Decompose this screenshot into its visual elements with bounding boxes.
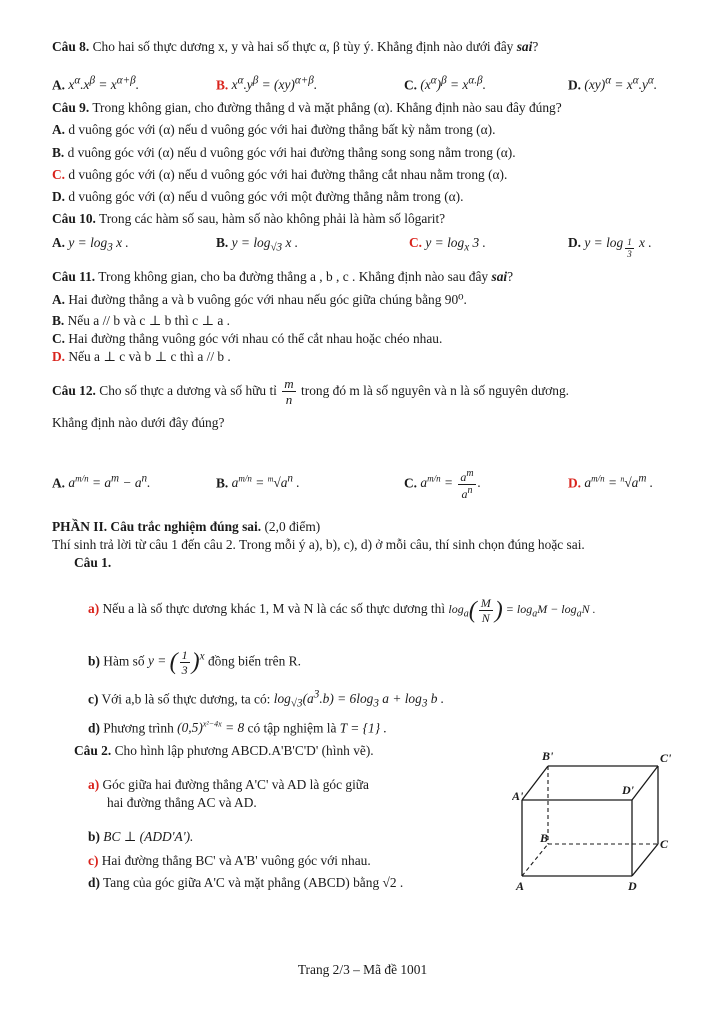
p2q2-b[interactable]: b) BC ⊥ (ADD'A'). (88, 829, 194, 844)
q9-option-d[interactable]: D. d vuông góc với (α) nếu d vuông góc với một đường thẳng nằm trong (α). (52, 189, 464, 204)
p2q2-a[interactable]: a) Góc giữa hai đường thẳng A'C' và AD là góc giữa (88, 777, 369, 792)
cube-label-cp: C' (660, 751, 672, 765)
q10-option-a[interactable]: A. $y = \log_3 x$ . (52, 235, 129, 254)
p2q1-c[interactable]: c) Với a,b là số thực dương, ta có: $\log_{√3}(a^3.b) = 6\log_3$ $a + \log_3 b$ . (88, 689, 445, 711)
q12-option-a[interactable]: A. $a^{m/n} = a^m - a^n$. (52, 473, 151, 491)
q11-option-b[interactable]: B. Nếu a // b và c ⊥ b thì c ⊥ a . (52, 313, 231, 328)
cube-figure (512, 748, 682, 896)
q11-option-a[interactable]: A. Hai đường thẳng a và b vuông góc với nhau nếu góc giữa chúng bằng 90⁰. (52, 292, 467, 307)
q8-label: Câu 8. (52, 39, 90, 54)
page-footer: Trang 2/3 – Mã đề 1001 (297, 962, 428, 977)
p2q2-a-cont: hai đường thẳng AC và AD. (107, 795, 257, 810)
p2q1-d[interactable]: d) Phương trình $(0,5)^{x^2-4x} = 8$ có tập nghiệm là T = {1} . (88, 720, 387, 736)
q10-option-d[interactable]: D. y = log $_{\frac{1}{3}}$ x . (568, 235, 652, 259)
q12-line2: Khẳng định nào dưới đây đúng? (52, 415, 225, 430)
q10-option-c[interactable]: C. $y = \log_x 3$ . (409, 235, 486, 254)
part2-heading: PHẦN II. Câu trắc nghiệm đúng sai. (2,0 điểm) (52, 519, 321, 534)
q8-stem: Câu 8. Cho hai số thực dương x, y và hai số thực α, β tùy ý. Khẳng định nào dưới đây sai? (52, 39, 539, 54)
p2q1-b[interactable]: b) Hàm số y = ( $\frac{1}{3}$ )$^x$ đồng biến trên R. (88, 647, 301, 677)
q11-option-c[interactable]: C. Hai đường thẳng vuông góc với nhau có thể cắt nhau hoặc chéo nhau. (52, 331, 443, 346)
q8-option-c[interactable]: C. $(x^\alpha)^\beta = x^{\alpha.\beta}$. (404, 75, 486, 93)
q10-stem: Câu 10. Trong các hàm số sau, hàm số nào không phải là hàm số lôgarit? (52, 211, 446, 226)
q10-options (52, 230, 692, 259)
p2q2-stem: Câu 2. Cho hình lập phương ABCD.A'B'C'D' (hình vẽ). (74, 743, 374, 758)
p2q2-c[interactable]: c) Hai đường thẳng BC' và A'B' vuông góc với nhau. (88, 853, 371, 868)
p2q2-d[interactable]: d) Tang của góc giữa A'C và mặt phẳng (ABCD) bằng √2 . (88, 875, 404, 890)
cube-label-b: B (540, 831, 549, 845)
p2q1-label: Câu 1. (74, 555, 112, 570)
cube-label-d: D (628, 879, 637, 893)
q12-fraction: $\frac{m}{n}$ (284, 376, 294, 408)
q9-option-c[interactable]: C. d vuông góc với (α) nếu d vuông góc với hai đường thẳng cắt nhau nằm trong (α). (52, 167, 508, 182)
q12-options (52, 466, 692, 501)
cube-label-dp: D' (622, 783, 634, 797)
cube-label-a: A (516, 879, 525, 893)
cube-label-ap: A' (512, 789, 524, 803)
q8-option-b[interactable]: B. $x^\alpha.y^\beta = (xy)^{\alpha+\beta}$. (216, 75, 318, 93)
q9-stem: Câu 9. Trong không gian, cho đường thẳng d và mặt phẳng (α). Khẳng định nào sau đây đúng? (52, 100, 562, 115)
q9-option-a[interactable]: A. d vuông góc với (α) nếu d vuông góc với hai đường thẳng bất kỳ nằm trong (α). (52, 122, 496, 137)
q8-options (52, 68, 692, 94)
cube-label-c: C (660, 837, 669, 851)
cube-label-bp: B' (542, 749, 554, 763)
q8-text: Cho hai số thực dương x, y và hai số thực α, β tùy ý. Khẳng định nào dưới đây (92, 39, 514, 54)
q8-option-a[interactable]: A. $x^\alpha.x^\beta = x^{\alpha+\beta}$. (52, 75, 140, 93)
q11-option-d[interactable]: D. Nếu a ⊥ c và b ⊥ c thì a // b . (52, 349, 231, 364)
q9-option-b[interactable]: B. d vuông góc với (α) nếu d vuông góc với hai đường thẳng song song nằm trong (α). (52, 145, 516, 160)
q12-option-c[interactable]: C. $a^{m/n}$ = $\frac{a^m}{a^n}$ . (404, 467, 481, 501)
q8-option-d[interactable]: D. $(xy)^\alpha = x^\alpha.y^\alpha$. (568, 75, 658, 93)
part2-instruction: Thí sinh trả lời từ câu 1 đến câu 2. Trong mỗi ý a), b), c), d) ở mỗi câu, thí sinh chọn đúng hoặc sai. (52, 537, 585, 552)
p2q1-a[interactable]: a) Nếu a là số thực dương khác 1, M và N là các số thực dương thì $\log_a$( $\frac{M}{N}$ ) = $\log_aM - \log_aN$ . (88, 595, 596, 625)
q11-stem: Câu 11. Trong không gian, cho ba đường thẳng a , b , c . Khẳng định nào sau đây sai? (52, 269, 514, 284)
q12-option-d[interactable]: D. $a^{m/n} = ^n√a^m$ . (568, 473, 654, 491)
q8-emph: sai (516, 39, 533, 54)
q12-option-b[interactable]: B. $a^{m/n} = ^m√a^n$ . (216, 473, 300, 491)
q12-stem: Câu 12. Cho số thực a dương và số hữu tỉ $\frac{m}{n}$ trong đó m là số nguyên và n là số nguyên dương. (52, 376, 569, 408)
q10-option-b[interactable]: B. $y = \log_{√3} x$ . (216, 235, 299, 254)
